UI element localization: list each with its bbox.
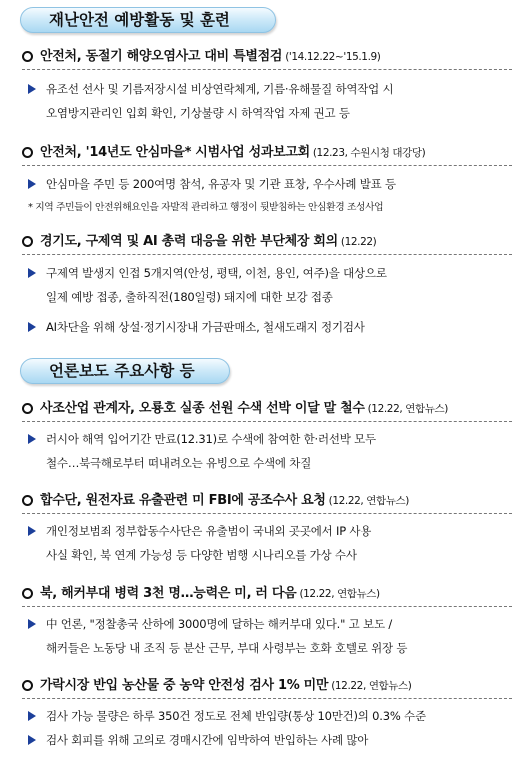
- section-title-press: 언론보도 주요사항 등: [20, 358, 230, 384]
- list-item-line: 철수…북극해로부터 떠내려오는 유빙으로 수색에 차질: [46, 456, 312, 470]
- list-item-line: 안심마을 주민 등 200여명 참석, 유공자 및 기관 표창, 우수사례 발표 등: [46, 177, 396, 191]
- circle-bullet-icon: [22, 51, 33, 62]
- list-item-line: 검사 가능 물량은 하루 350건 정도로 전체 반입량(통상 10만건)의 0.3% 수준: [46, 709, 426, 723]
- list-item-line: 러시아 해역 입어기간 만료(12.31)로 수색에 참여한 한·러선박 모두: [46, 432, 376, 446]
- circle-bullet-icon: [22, 236, 33, 247]
- divider: [22, 698, 512, 699]
- list-item: [28, 704, 508, 728]
- list-item-line: AI차단을 위해 상설·정기시장내 가금판매소, 철새도래지 정기검사: [46, 320, 365, 334]
- list-item-line: 中 언론, "정찰총국 산하에 3000명에 달하는 해커부대 있다." 고 보도 /: [46, 617, 392, 631]
- list-item: [28, 315, 508, 339]
- list-item-line: 해커들은 노동당 내 조직 등 분산 근무, 부대 사령부는 호화 호텔로 위장 등: [46, 641, 408, 655]
- triangle-bullet-icon: [28, 322, 36, 332]
- news-item: [22, 47, 512, 135]
- item-heading-text: 합수단, 원전자료 유출관련 미 FBI에 공조수사 요청: [40, 493, 326, 508]
- item-heading: [22, 584, 512, 604]
- footnote: * 지역 주민들이 안전위해요인을 자발적 관리하고 행정이 뒷받침하는 안심환경 조성사업: [28, 202, 384, 213]
- list-item-line: 유조선 선사 및 기름저장시설 비상연락체계, 기름·유해물질 하역작업 시: [46, 82, 394, 96]
- item-meta: ('14.12.22~'15.1.9): [285, 51, 381, 63]
- list-item-line: 사실 확인, 북 연계 가능성 등 다양한 범행 시나리오를 가상 수사: [46, 548, 357, 562]
- list-item-line: 일제 예방 접종, 출하직전(180일령) 돼지에 대한 보강 접종: [46, 290, 333, 304]
- circle-bullet-icon: [22, 680, 33, 691]
- divider: [22, 69, 512, 70]
- circle-bullet-icon: [22, 588, 33, 599]
- triangle-bullet-icon: [28, 711, 36, 721]
- item-heading: [22, 143, 512, 163]
- list-item: [28, 612, 508, 660]
- list-item: [28, 427, 508, 475]
- item-heading: [22, 47, 512, 67]
- news-item: [22, 676, 512, 758]
- item-meta: (12.22, 연합뉴스): [331, 680, 412, 692]
- item-heading-text: 안전처, 동절기 해양오염사고 대비 특별점검: [40, 49, 283, 64]
- news-item: [22, 232, 512, 344]
- circle-bullet-icon: [22, 147, 33, 158]
- item-heading-text: 가락시장 반입 농산물 중 농약 안전성 검사 1% 미만: [40, 678, 329, 693]
- item-meta: (12.22, 연합뉴스): [299, 588, 380, 600]
- circle-bullet-icon: [22, 495, 33, 506]
- divider: [22, 421, 512, 422]
- triangle-bullet-icon: [28, 434, 36, 444]
- item-heading: [22, 676, 512, 696]
- divider: [22, 513, 512, 514]
- item-meta: (12.23, 수원시청 대강당): [312, 147, 426, 159]
- circle-bullet-icon: [22, 403, 33, 414]
- list-item-line: 개인정보범죄 정부합동수사단은 유출범이 국내외 곳곳에서 IP 사용: [46, 524, 372, 538]
- triangle-bullet-icon: [28, 735, 36, 745]
- item-meta: (12.22): [340, 236, 377, 248]
- news-item: [22, 584, 512, 668]
- list-item: [28, 261, 508, 309]
- triangle-bullet-icon: [28, 526, 36, 536]
- item-heading: [22, 232, 512, 252]
- item-heading: [22, 399, 512, 419]
- item-heading-text: 사조산업 관계자, 오룡호 실종 선원 수색 선박 이달 말 철수: [40, 401, 365, 416]
- list-item-line: 오염방지관리인 입회 확인, 기상불량 시 하역작업 자제 권고 등: [46, 106, 350, 120]
- divider: [22, 165, 512, 166]
- list-item: [28, 728, 508, 752]
- section-title-prevention: 재난안전 예방활동 및 훈련: [20, 7, 276, 33]
- list-item-line: 검사 회피를 위해 고의로 경매시간에 임박하여 반입하는 사례 많아: [46, 733, 369, 747]
- list-item: [28, 519, 508, 567]
- divider: [22, 254, 512, 255]
- triangle-bullet-icon: [28, 84, 36, 94]
- triangle-bullet-icon: [28, 179, 36, 189]
- news-item: [22, 143, 512, 223]
- triangle-bullet-icon: [28, 268, 36, 278]
- list-item: [28, 172, 508, 196]
- item-heading-text: 안전처, '14년도 안심마을* 시범사업 성과보고회: [40, 145, 310, 160]
- item-meta: (12.22, 연합뉴스): [328, 495, 409, 507]
- divider: [22, 606, 512, 607]
- item-heading: [22, 491, 512, 511]
- item-meta: (12.22, 연합뉴스): [367, 403, 448, 415]
- list-item: [28, 77, 508, 125]
- item-heading-text: 경기도, 구제역 및 AI 총력 대응을 위한 부단체장 회의: [40, 234, 338, 249]
- news-item: [22, 491, 512, 575]
- item-heading-text: 북, 해커부대 병력 3천 명…능력은 미, 러 다음: [40, 586, 297, 601]
- list-item-line: 구제역 발생지 인접 5개지역(안성, 평택, 이천, 용인, 여주)을 대상으로: [46, 266, 387, 280]
- news-item: [22, 399, 512, 483]
- triangle-bullet-icon: [28, 619, 36, 629]
